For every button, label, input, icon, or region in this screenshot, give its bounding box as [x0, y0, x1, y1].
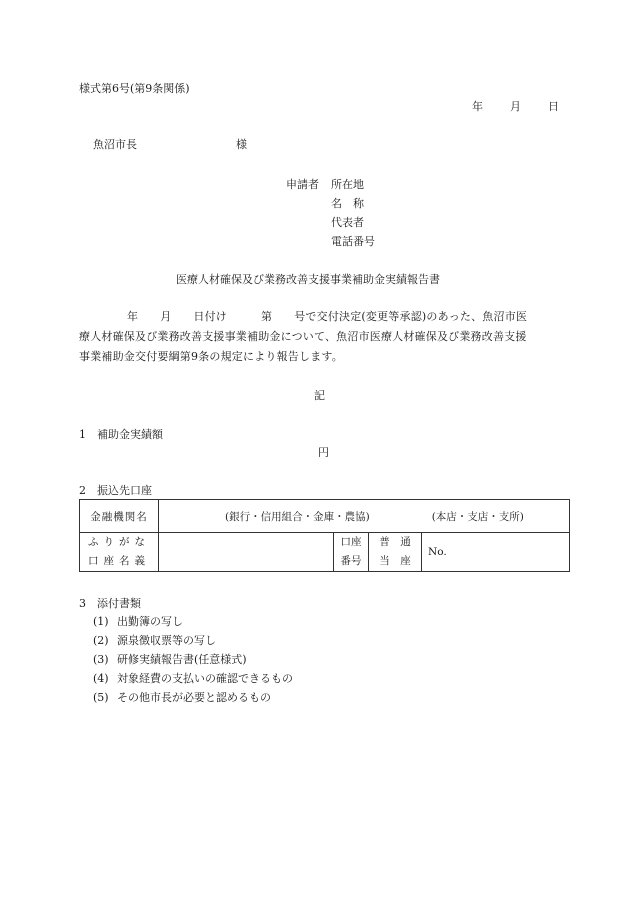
yen-unit: 円 [318, 446, 329, 459]
section2-title: 2 振込先口座 [79, 484, 152, 497]
applicant-name-label: 名 称 [331, 197, 364, 210]
attachment-text: 源泉徴収票等の写し [117, 634, 216, 647]
applicant-label: 申請者 [286, 178, 319, 191]
attachment-num: (1) [93, 615, 109, 628]
holder-label: 口座名義 [88, 555, 150, 567]
body-year: 年 [127, 310, 139, 323]
applicant-address-label: 所在地 [331, 178, 364, 191]
attachment-text: 出勤簿の写し [117, 615, 183, 628]
addressee-name: 魚沼市長 [93, 138, 137, 151]
bank-account-table [79, 499, 570, 572]
account-label-bottom: 番号 [340, 555, 362, 567]
bank-type-options: (銀行・信用組合・金庫・農協) [225, 510, 370, 523]
account-holder-label [80, 533, 159, 572]
date-month-label: 月 [510, 100, 521, 113]
furigana-label: ふりがな [88, 536, 150, 548]
addressee-honorific: 様 [236, 138, 247, 151]
account-type-current: 当 座 [379, 555, 411, 567]
attachment-item [93, 653, 247, 667]
attachment-num: (2) [93, 634, 109, 647]
branch-type-options: (本店・支店・支所) [431, 510, 524, 523]
body-line2: 療人材確保及び業務改善支援事業補助金について、魚沼市医療人材確保及び業務改善支援 [79, 330, 527, 343]
body-line3: 事業補助金交付要綱第9条の規定により報告します。 [79, 350, 343, 363]
body-paragraph [79, 307, 569, 367]
attachment-num: (3) [93, 653, 109, 666]
document-title: 医療人材確保及び業務改善支援事業補助金実績報告書 [176, 273, 440, 286]
attachment-item [93, 691, 271, 705]
bank-name-field[interactable] [159, 500, 570, 533]
attachment-text: その他市長が必要と認めるもの [117, 691, 271, 704]
account-type-ordinary: 普 通 [379, 536, 411, 548]
date-year-label: 年 [472, 100, 483, 113]
body-line1-rest: 号で交付決定(変更等承認)のあった、魚沼市医 [294, 310, 528, 323]
attachment-num: (4) [93, 672, 109, 685]
applicant-phone-label: 電話番号 [331, 235, 375, 248]
report-date [472, 100, 559, 114]
attachment-item [93, 672, 293, 686]
attachment-text: 対象経費の支払いの確認できるもの [117, 672, 293, 685]
account-label-top: 口座 [340, 536, 362, 548]
section3-title: 3 添付書類 [79, 597, 141, 610]
body-month: 月 [160, 310, 172, 323]
body-day: 日付け [193, 310, 228, 323]
account-holder-field[interactable] [159, 533, 334, 572]
date-day-label: 日 [548, 100, 559, 113]
section1-title: 1 補助金実績額 [79, 428, 163, 441]
account-number-label [334, 533, 369, 572]
attachment-item [93, 615, 183, 629]
account-no-label: No. [428, 546, 447, 558]
applicant-representative-label: 代表者 [331, 216, 364, 229]
bank-name-label: 金融機関名 [80, 500, 159, 533]
attachment-item [93, 634, 216, 648]
body-number-prefix: 第 [261, 310, 273, 323]
attachment-text: 研修実績報告書(任意様式) [117, 653, 247, 666]
account-type-field[interactable] [369, 533, 422, 572]
account-number-field[interactable] [422, 533, 570, 572]
ki-heading: 記 [314, 389, 325, 402]
attachment-num: (5) [93, 691, 109, 704]
form-number-header: 様式第6号(第9条関係) [79, 82, 190, 95]
